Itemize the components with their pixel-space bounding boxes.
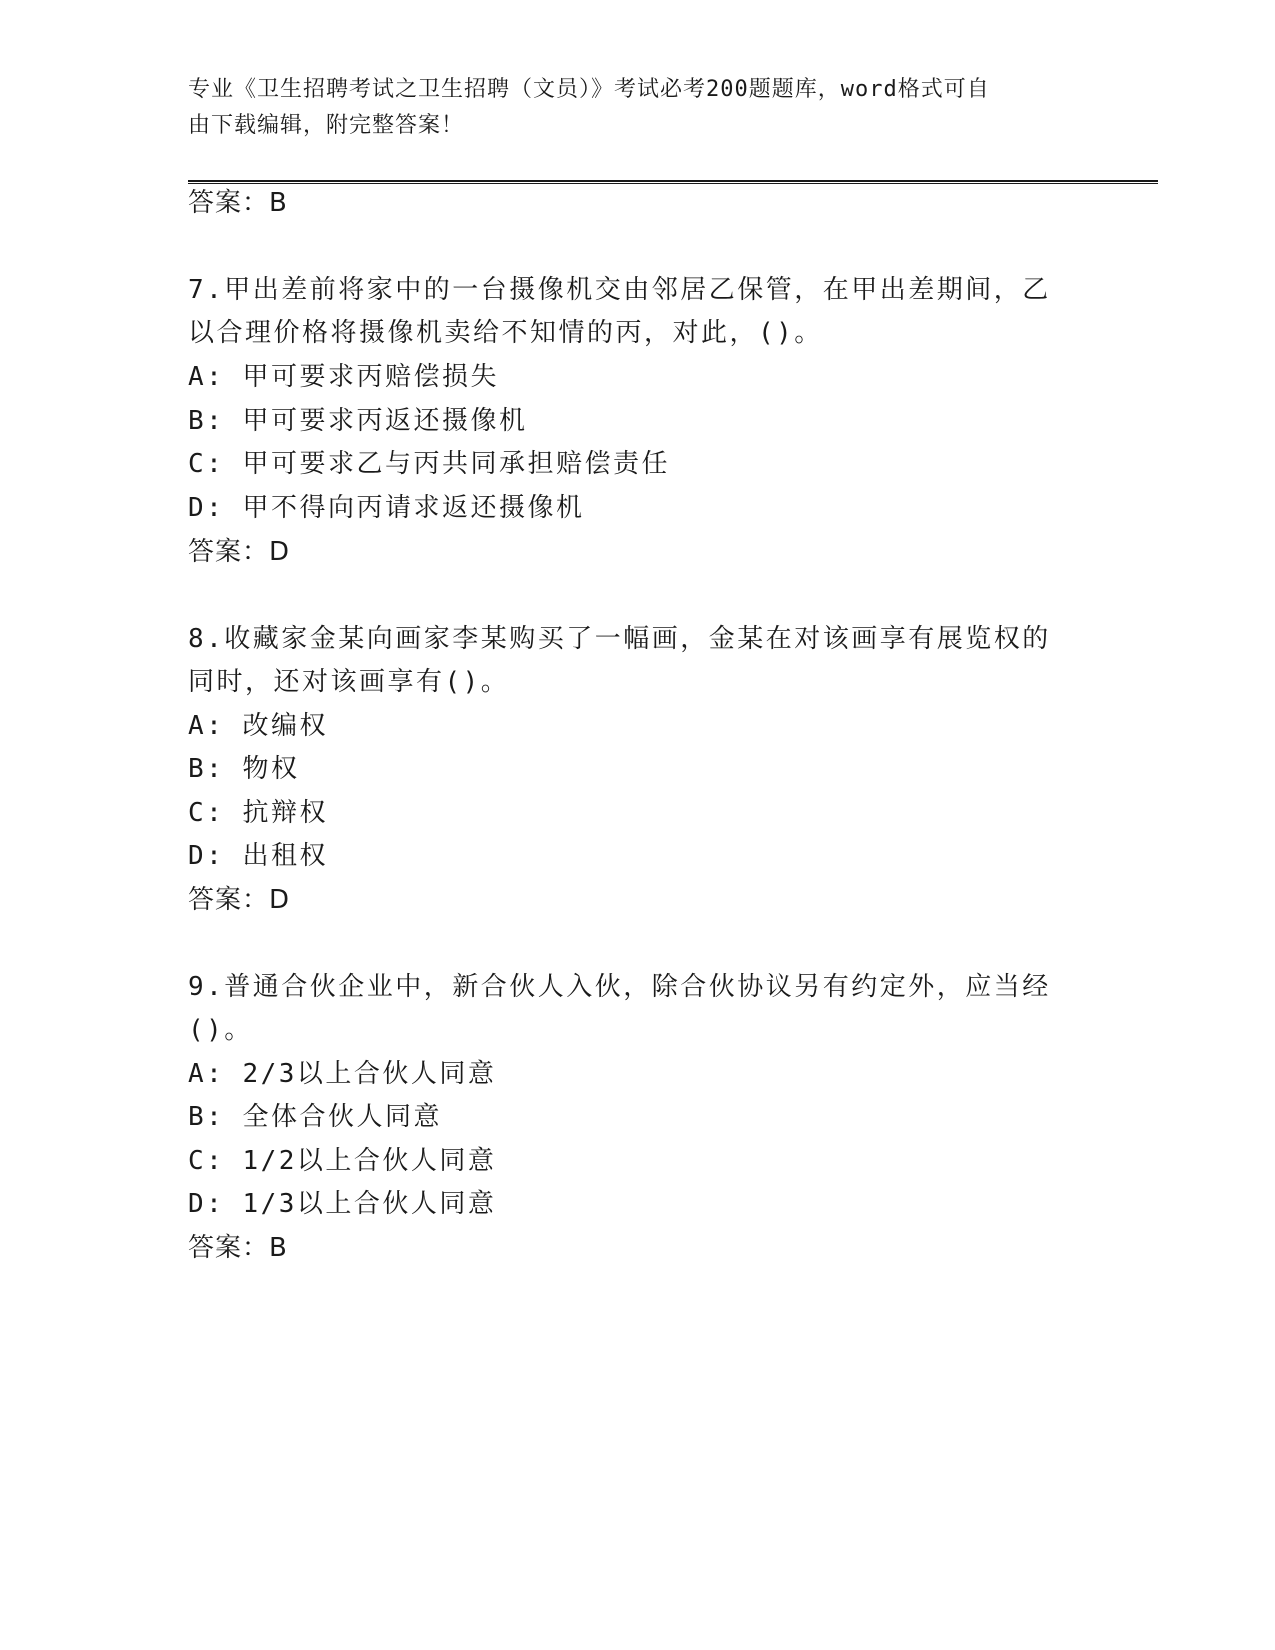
q9-option-a: A: 2/3以上合伙人同意 bbox=[188, 1059, 497, 1089]
q7-stem-line-1: 7.甲出差前将家中的一台摄像机交由邻居乙保管，在甲出差期间，乙 bbox=[188, 275, 1051, 305]
header-line-2: 由下载编辑，附完整答案！ bbox=[188, 113, 465, 138]
q8-option-a: A: 改编权 bbox=[188, 711, 328, 741]
q8-answer: 答案：D bbox=[188, 885, 291, 915]
q8-stem-line-1: 8.收藏家金某向画家李某购买了一幅画，金某在对该画享有展览权的 bbox=[188, 624, 1051, 654]
q9-option-d: D: 1/3以上合伙人同意 bbox=[188, 1189, 497, 1219]
q7-answer: 答案：D bbox=[188, 537, 291, 567]
q7-option-a: A: 甲可要求丙赔偿损失 bbox=[188, 362, 499, 392]
q7-stem-line-2: 以合理价格将摄像机卖给不知情的丙，对此，()。 bbox=[188, 318, 823, 348]
q9-stem-line-1: 9.普通合伙企业中，新合伙人入伙，除合伙协议另有约定外，应当经 bbox=[188, 972, 1051, 1002]
q9-option-c: C: 1/2以上合伙人同意 bbox=[188, 1146, 497, 1176]
q7-option-c: C: 甲可要求乙与丙共同承担赔偿责任 bbox=[188, 449, 670, 479]
q8-option-b: B: 物权 bbox=[188, 754, 300, 784]
document-header bbox=[188, 72, 1068, 144]
q8-option-d: D: 出租权 bbox=[188, 841, 328, 871]
q7-option-d: D: 甲不得向丙请求返还摄像机 bbox=[188, 493, 585, 523]
q8-option-c: C: 抗辩权 bbox=[188, 798, 328, 828]
header-line-1: 专业《卫生招聘考试之卫生招聘（文员）》考试必考200题题库，word格式可自 bbox=[188, 77, 990, 102]
header-divider bbox=[188, 180, 1158, 184]
q8-stem-line-2: 同时，还对该画享有()。 bbox=[188, 667, 510, 697]
q9-answer: 答案：B bbox=[188, 1233, 288, 1263]
q9-option-b: B: 全体合伙人同意 bbox=[188, 1102, 442, 1132]
q7-option-b: B: 甲可要求丙返还摄像机 bbox=[188, 406, 528, 436]
previous-answer: 答案：B bbox=[188, 188, 288, 218]
q9-stem-line-2: ()。 bbox=[188, 1015, 253, 1045]
